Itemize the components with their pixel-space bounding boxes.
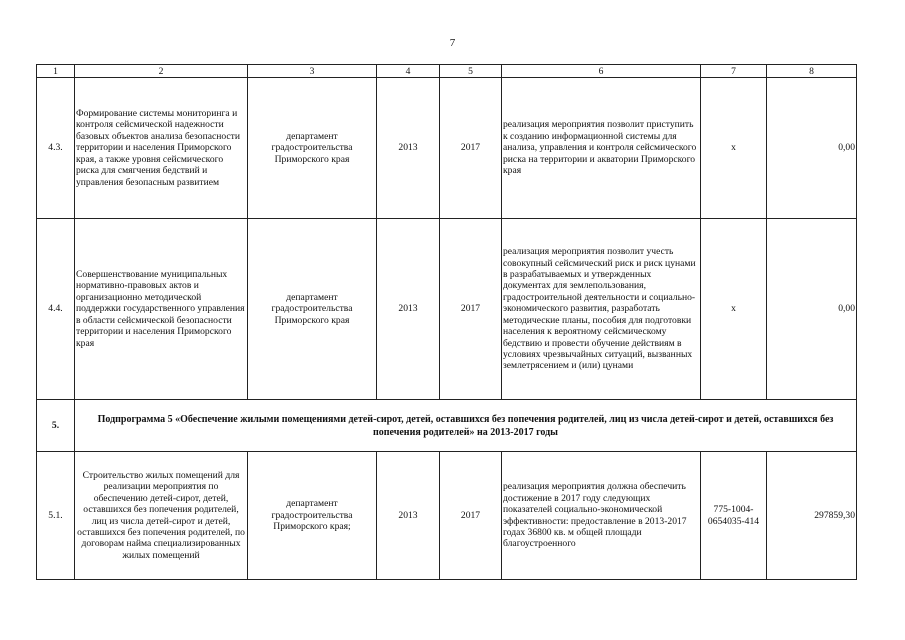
col-header-4: 4: [377, 65, 440, 78]
page-number: 7: [449, 37, 456, 49]
col-header-7: 7: [701, 65, 767, 78]
col-header-2: 2: [75, 65, 248, 78]
executor: департамент градостроительства Приморского края: [248, 219, 377, 400]
executor: департамент градостроительства Приморского края: [248, 78, 377, 219]
end-year: 2017: [440, 452, 502, 580]
expected-result: реализация мероприятия позволит приступить к созданию информационной системы для анализа, управления и контроля сейсмического риска на территории и акватории Приморского края: [502, 78, 701, 219]
row-number: 5.1.: [37, 452, 75, 580]
start-year: 2013: [377, 452, 440, 580]
table-row: [37, 219, 857, 400]
end-year: 2017: [440, 78, 502, 219]
budget-code: x: [701, 78, 767, 219]
subprogram-row: [37, 400, 857, 452]
expected-result: реализация мероприятия должна обеспечить достижение в 2017 году следующих показателей социально-экономической эффективности: предоставление в 2013-2017 годах 36800 кв. м общей площади благоустроенного: [502, 452, 701, 580]
subprogram-number: 5.: [37, 400, 75, 452]
budget-code: 775-1004-0654035-414: [701, 452, 767, 580]
executor: департамент градостроительства Приморского края;: [248, 452, 377, 580]
amount: 0,00: [767, 78, 857, 219]
header-row: [37, 65, 857, 78]
row-number: 4.3.: [37, 78, 75, 219]
col-header-8: 8: [767, 65, 857, 78]
row-number: 4.4.: [37, 219, 75, 400]
col-header-3: 3: [248, 65, 377, 78]
start-year: 2013: [377, 78, 440, 219]
activity-name: Совершенствование муниципальных нормативно-правовых актов и организационно методической поддержки государственного управления в области сейсмической безопасности территории и населения Приморского края: [75, 219, 248, 400]
start-year: 2013: [377, 219, 440, 400]
col-header-5: 5: [440, 65, 502, 78]
amount: 297859,30: [767, 452, 857, 580]
table-row: [37, 78, 857, 219]
budget-code: x: [701, 219, 767, 400]
col-header-1: 1: [37, 65, 75, 78]
activity-name: Формирование системы мониторинга и контроля сейсмической надежности базовых объектов анализа безопасности территории и населения Приморского края, а также уровня сейсмического риска для смягчения бедствий и управления безопасным развитием: [75, 78, 248, 219]
subprogram-title: Подпрограмма 5 «Обеспечение жилыми помещениями детей-сирот, детей, оставшихся без попечения родителей, лиц из числа детей-сирот и детей, оставшихся без попечения родителей» на 2013-2017 годы: [75, 400, 857, 452]
table-row: [37, 452, 857, 580]
col-header-6: 6: [502, 65, 701, 78]
activity-name: Строительство жилых помещений для реализации мероприятия по обеспечению детей-сирот, детей, оставшихся без попечения родителей, лиц из числа детей-сирот и детей, оставшихся без попечения родителей, по договорам найма специализированных жилых помещений: [75, 452, 248, 580]
expected-result: реализация мероприятия позволит учесть совокупный сейсмический риск и риск цунами в разрабатываемых и утвержденных документах для землепользования, градостроительной деятельности и социально-экономического развития, разработать методические планы, пособия для подготовки населения к вероятному сейсмическому бедствию и провести обучение действиям в условиях чрезвычайных ситуаций, вызванных землетрясением и (или) цунами: [502, 219, 701, 400]
end-year: 2017: [440, 219, 502, 400]
amount: 0,00: [767, 219, 857, 400]
program-table: [36, 64, 857, 580]
